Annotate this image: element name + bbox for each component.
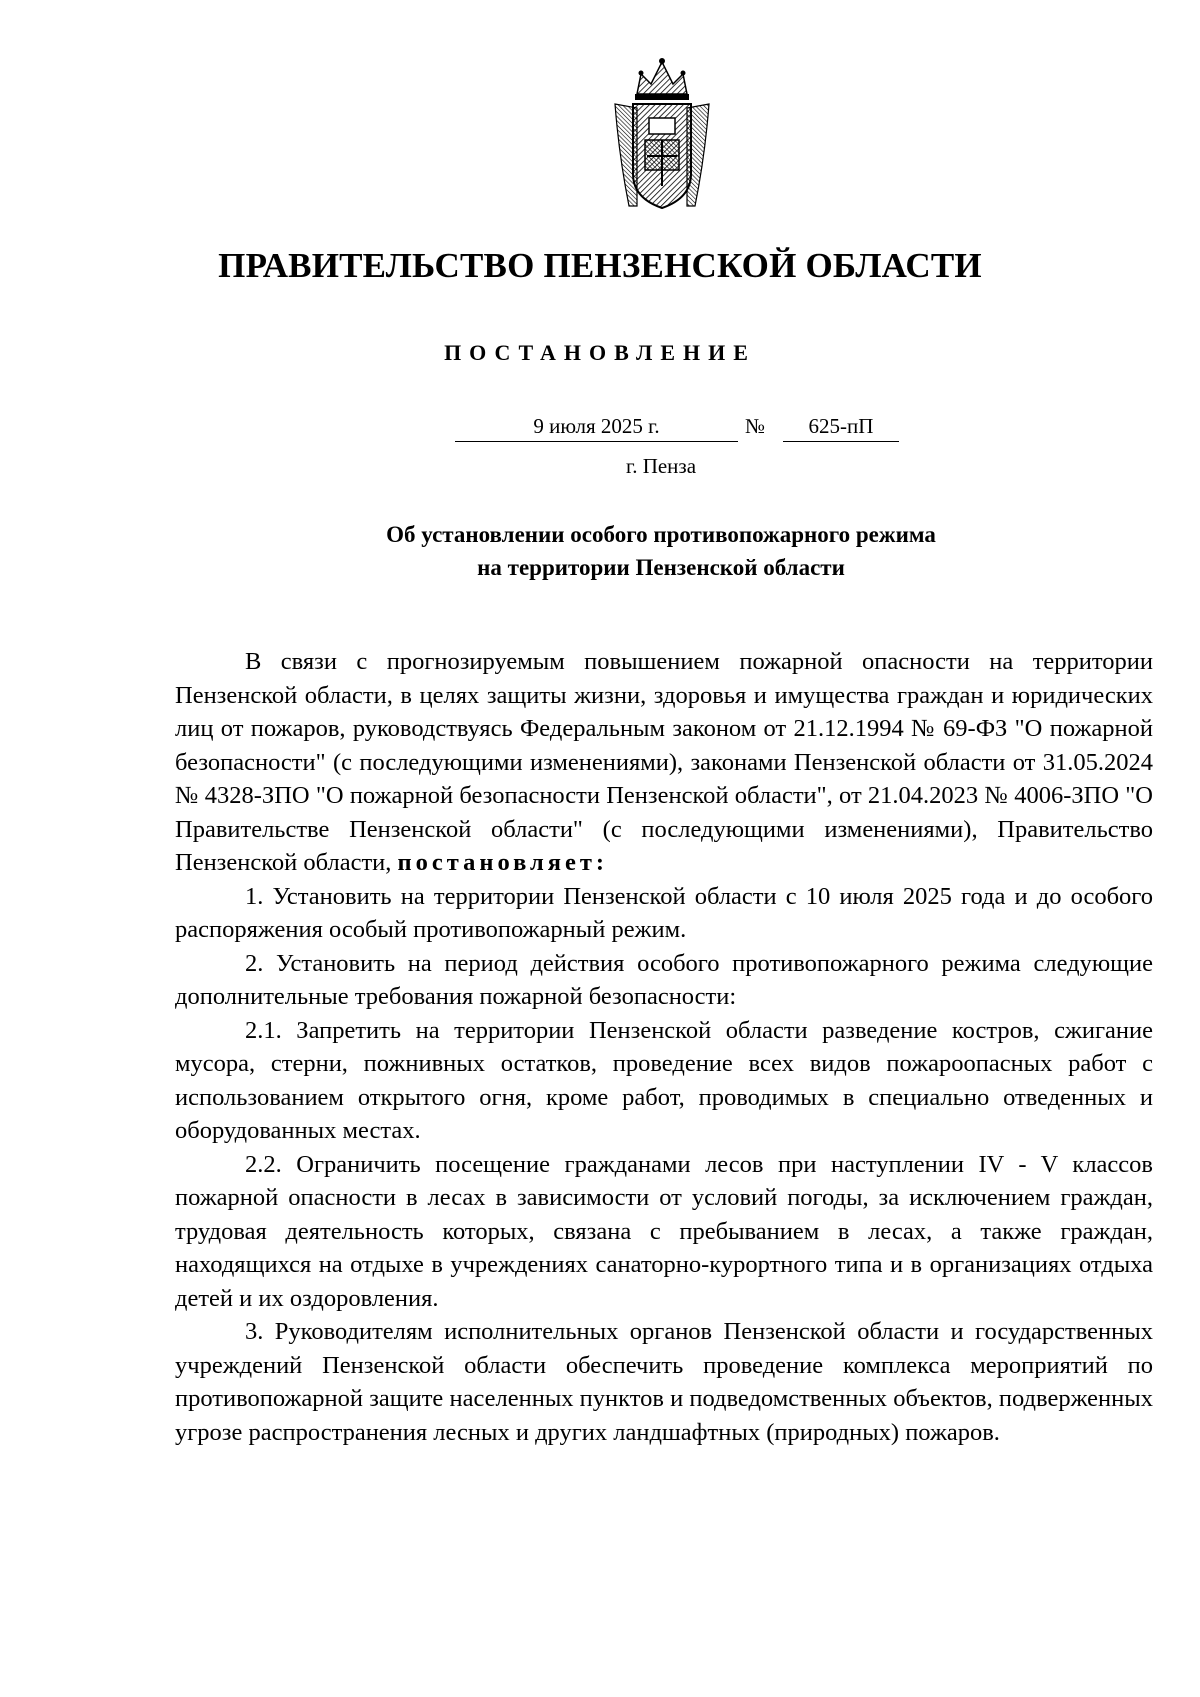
document-type: ПОСТАНОВЛЕНИЕ [444, 340, 756, 365]
document-subject [0, 518, 1200, 584]
document-date: 9 июля 2025 г. [455, 414, 738, 442]
preamble-paragraph [175, 645, 1153, 880]
paragraph-2-2: 2.2. Ограничить посещение гражданами лесов при наступлении IV - V классов пожарной опасности в лесах в зависимости от условий погоды, за исключением граждан, трудовая деятельность которых, связана с пребыванием в лесах, а также граждан, находящихся на отдыхе в учреждениях санаторно-курортного типа и в организациях отдыха детей и их оздоровления. [175, 1150, 1153, 1312]
paragraph-1: 1. Установить на территории Пензенской области с 10 июля 2025 года и до особого распоряжения особый противопожарный режим. [175, 882, 1153, 943]
subject-line-1: Об установлении особого противопожарного режима [386, 522, 936, 547]
preamble-text: В связи с прогнозируемым повышением пожарной опасности на территории Пензенской области, в целях защиты жизни, здоровья и имущества граждан и юридических лиц от пожаров, руководствуясь Федеральным законом от 21.12.1994 № 69-ФЗ "О пожарной безопасности" (с последующими изменениями), законами Пензенской области от 31.05.2024 № 4328-ЗПО "О пожарной безопасности Пензенской области", от 21.04.2023 № 4006-ЗПО "О Правительстве Пензенской области" (с последующими изменениями), Правительство Пензенской области, [175, 648, 1153, 876]
document-city: г. Пенза [625, 454, 697, 478]
paragraph-2: 2. Установить на период действия особого противопожарного режима следующие дополнительные требования пожарной безопасности: [175, 949, 1153, 1010]
document-body [175, 645, 1153, 1449]
government-title: ПРАВИТЕЛЬСТВО ПЕНЗЕНСКОЙ ОБЛАСТИ [218, 246, 982, 285]
coat-of-arms-emblem [607, 56, 717, 214]
paragraph-2-1: 2.1. Запретить на территории Пензенской области разведение костров, сжигание мусора, стерни, пожнивных остатков, проведение всех видов пожароопасных работ с использованием открытого огня, кроме работ, проводимых в специально отведенных и оборудованных местах. [175, 1016, 1153, 1144]
subject-line-2: на территории Пензенской области [477, 555, 845, 580]
document-number: 625-пП [783, 414, 899, 442]
paragraph-3: 3. Руководителям исполнительных органов Пензенской области и государственных учреждений Пензенской области обеспечить проведение комплекса мероприятий по противопожарной защите населенных пунктов и подведомственных объектов, подверженных угрозе распространения лесных и других ландшафтных (природных) пожаров. [175, 1318, 1153, 1446]
number-sign: № [745, 414, 766, 438]
decree-word: постановляет: [397, 849, 609, 876]
